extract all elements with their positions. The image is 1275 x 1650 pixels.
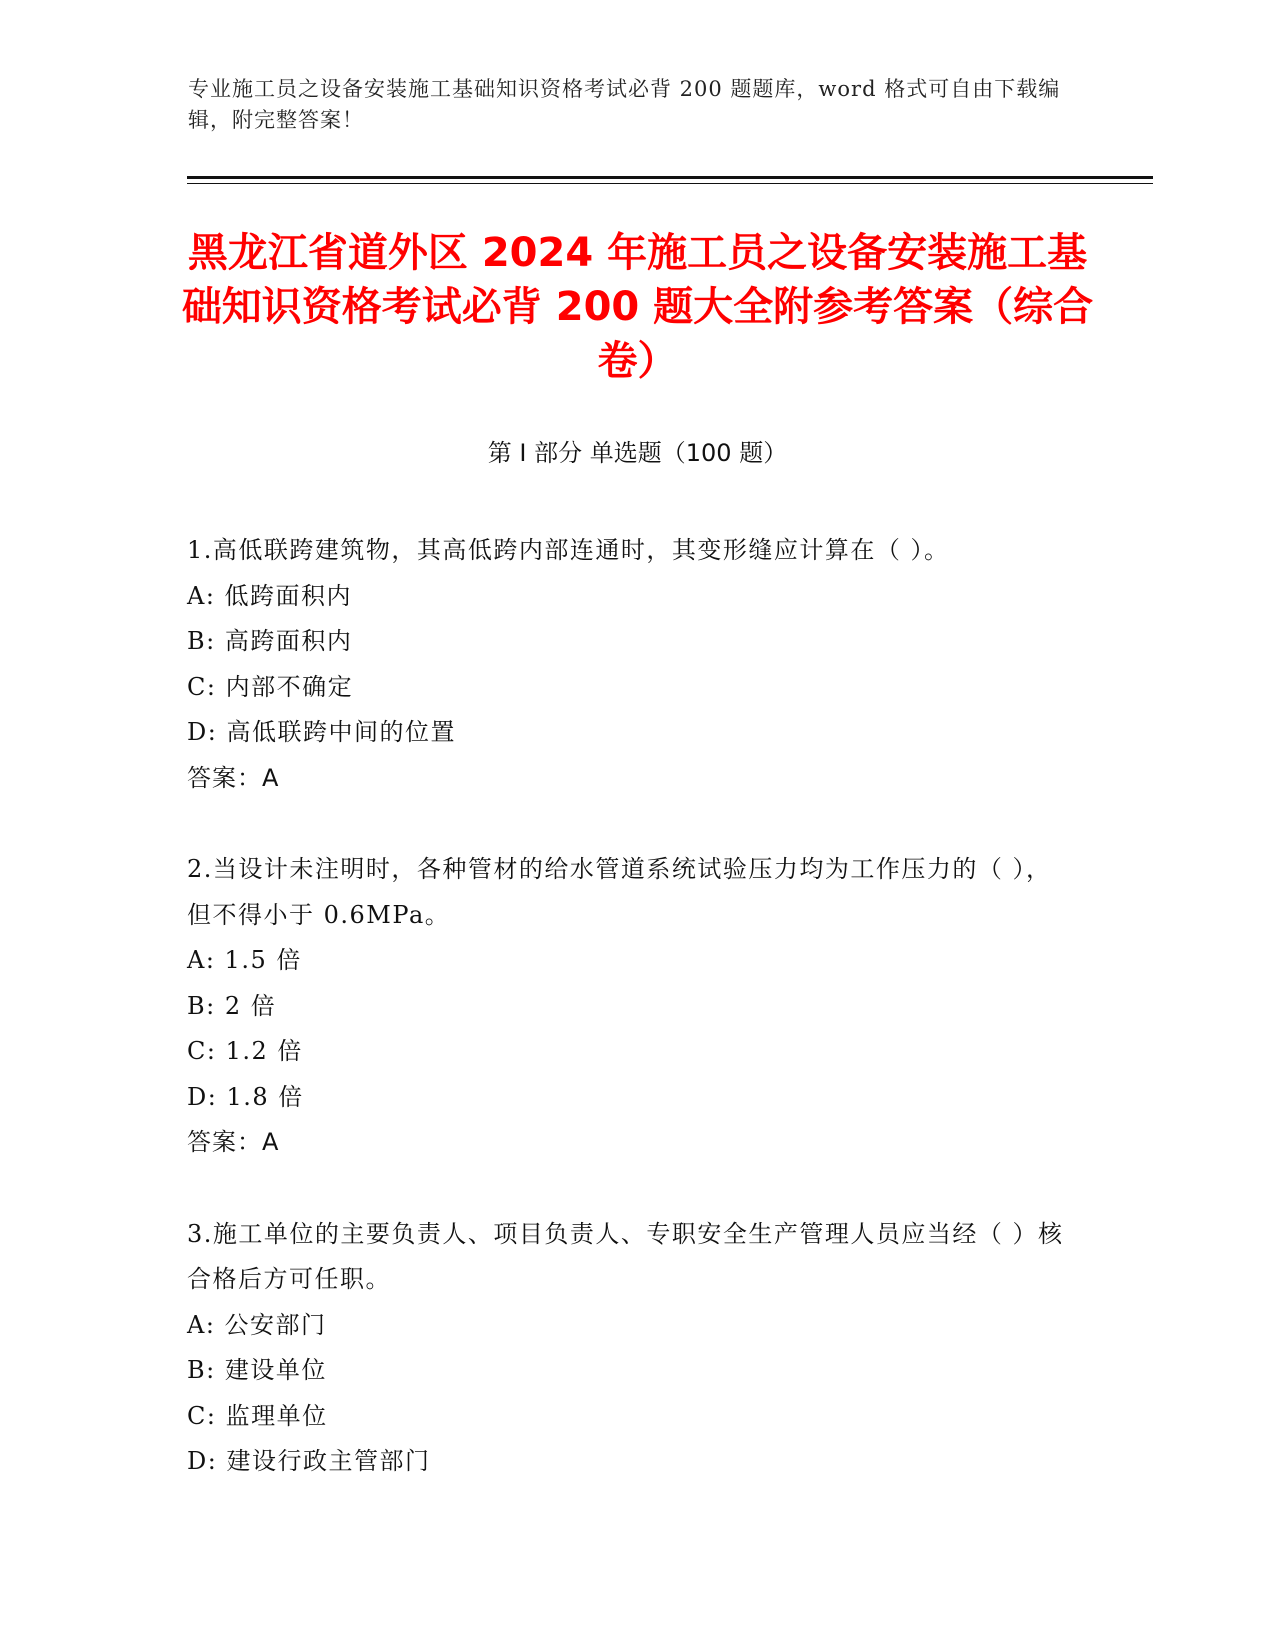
option-b: B: 高跨面积内 [187, 627, 353, 655]
question-stem: 2.当设计未注明时，各种管材的给水管道系统试验压力均为工作压力的（ ），但不得小于 0.6MPa。 [187, 855, 1052, 929]
option-c: C: 监理单位 [187, 1401, 328, 1430]
question-2 [187, 847, 1067, 1166]
option-b: B: 2 倍 [187, 991, 277, 1020]
option-d: D: 建设行政主管部门 [187, 1447, 431, 1475]
option-c: C: 1.2 倍 [187, 1037, 303, 1065]
option-c: C: 内部不确定 [187, 672, 354, 701]
question-3 [187, 1212, 1067, 1485]
option-d: D: 高低联跨中间的位置 [187, 718, 456, 746]
option-b: B: 建设单位 [187, 1356, 327, 1384]
header-note: 专业施工员之设备安装施工基础知识资格考试必背 200 题题库，word 格式可自由下载编辑，附完整答案！ [188, 77, 1061, 132]
question-list [187, 528, 1067, 1531]
question-stem: 1.高低联跨建筑物，其高低跨内部连通时，其变形缝应计算在（ ）。 [187, 536, 950, 564]
document-title: 黑龙江省道外区 2024 年施工员之设备安装施工基础知识资格考试必背 200 题大全附参考答案（综合卷） [181, 230, 1094, 384]
option-d: D: 1.8 倍 [187, 1082, 304, 1111]
section-title: 第 I 部分 单选题（100 题） [487, 439, 788, 467]
header-divider-thin [187, 183, 1153, 184]
question-stem: 3.施工单位的主要负责人、项目负责人、专职安全生产管理人员应当经（ ）核合格后方可任职。 [187, 1219, 1064, 1293]
header-divider-thick [187, 176, 1153, 179]
option-a: A: 公安部门 [187, 1310, 327, 1339]
answer: 答案：A [187, 1128, 280, 1156]
question-1 [187, 528, 1067, 801]
option-a: A: 1.5 倍 [187, 946, 302, 974]
answer: 答案：A [187, 763, 280, 792]
option-a: A: 低跨面积内 [187, 581, 353, 610]
